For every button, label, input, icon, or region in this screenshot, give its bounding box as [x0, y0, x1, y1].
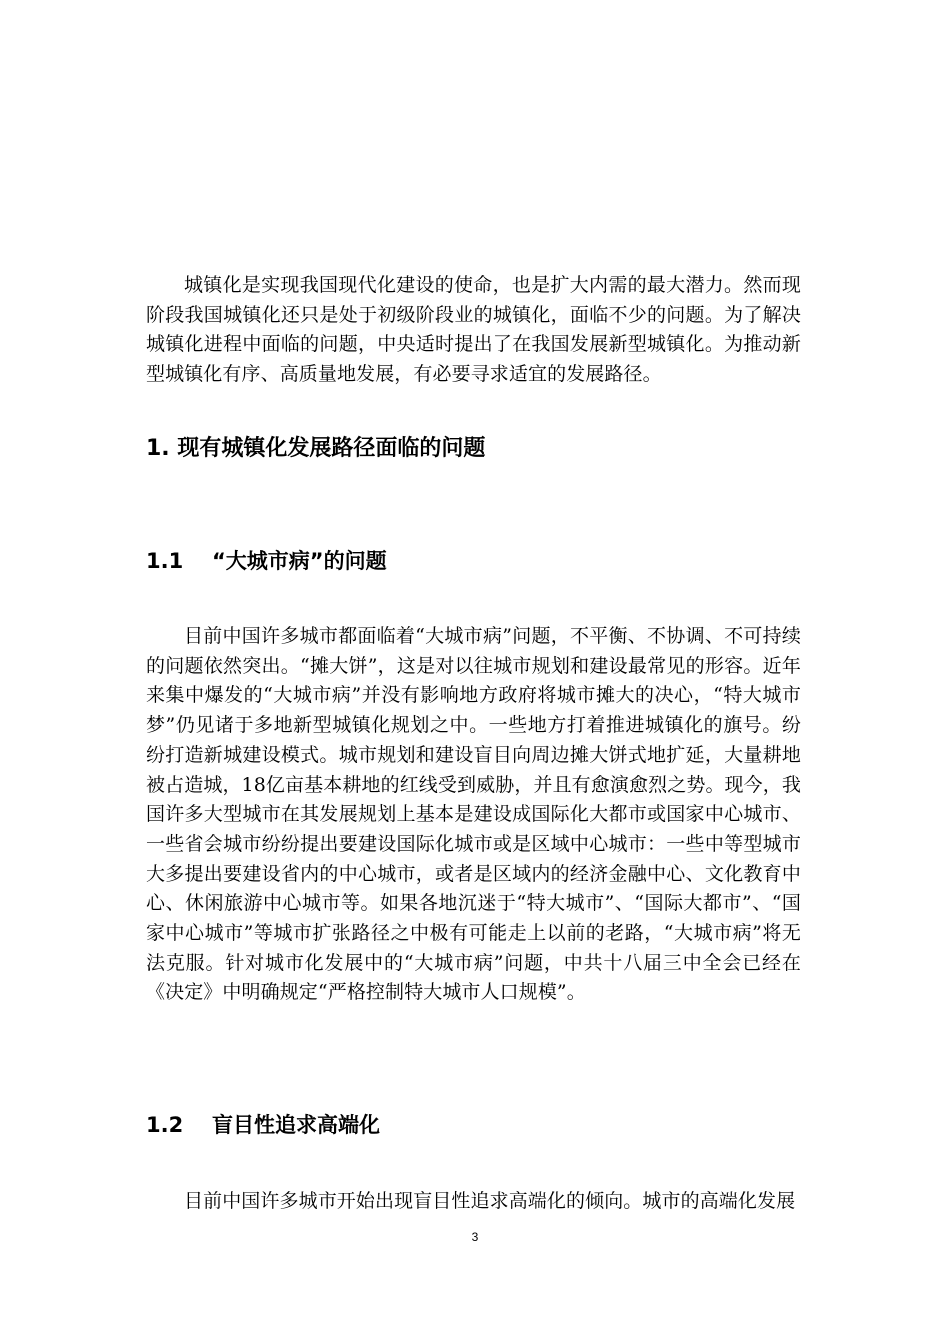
body-paragraph-1-1: 目前中国许多城市都面临着“大城市病”问题，不平衡、不协调、不可持续的问题依然突出。“摊大饼”，这是对以往城市规划和建设最常见的形容。近年来集中爆发的“大城市病”并没有影响地方政府将城市摊大的决心，“特大城市梦”仍见诸于多地新型城镇化规划之中。一些地方打着推进城镇化的旗号。纷纷打造新城建设模式。城市规划和建设盲目向周边摊大饼式地扩延，大量耕地被占造城，18亿亩基本耕地的红线受到威胁，并且有愈演愈烈之势。现今，我国许多大型城市在其发展规划上基本是建设成国际化大都市或国家中心城市、一些省会城市纷纷提出要建设国际化城市或是区域中心城市：一些中等型城市大多提出要建设省内的中心城市，或者是区域内的经济金融中心、文化教育中心、休闲旅游中心城市等。如果各地沉迷于“特大城市”、“国际大都市”、“国家中心城市”等城市扩张路径之中极有可能走上以前的老路，“大城市病”将无法克服。针对城市化发展中的“大城市病”问题，中共十八届三中全会已经在《决定》中明确规定“严格控制特大城市人口规模”。	[146, 625, 801, 1004]
page-number: 3	[471, 1230, 479, 1244]
subsection-title: “大城市病”的问题	[212, 549, 387, 573]
subsection-number: 1.2	[146, 1113, 184, 1137]
subsection-number: 1.1	[146, 549, 184, 573]
section-heading-1: 1. 现有城镇化发展路径面临的问题	[146, 436, 486, 461]
subsection-title: 盲目性追求高端化	[212, 1113, 380, 1137]
intro-paragraph: 城镇化是实现我国现代化建设的使命，也是扩大内需的最大潜力。然而现阶段我国城镇化还只是处于初级阶段业的城镇化，面临不少的问题。为了解决城镇化进程中面临的问题，中央适时提出了在我国发展新型城镇化。为推动新型城镇化有序、高质量地发展，有必要寻求适宜的发展路径。	[146, 274, 801, 386]
subsection-heading-1-1	[146, 546, 387, 576]
body-paragraph-1-2: 目前中国许多城市开始出现盲目性追求高端化的倾向。城市的高端化发展	[184, 1190, 796, 1212]
subsection-heading-1-2	[146, 1110, 380, 1140]
